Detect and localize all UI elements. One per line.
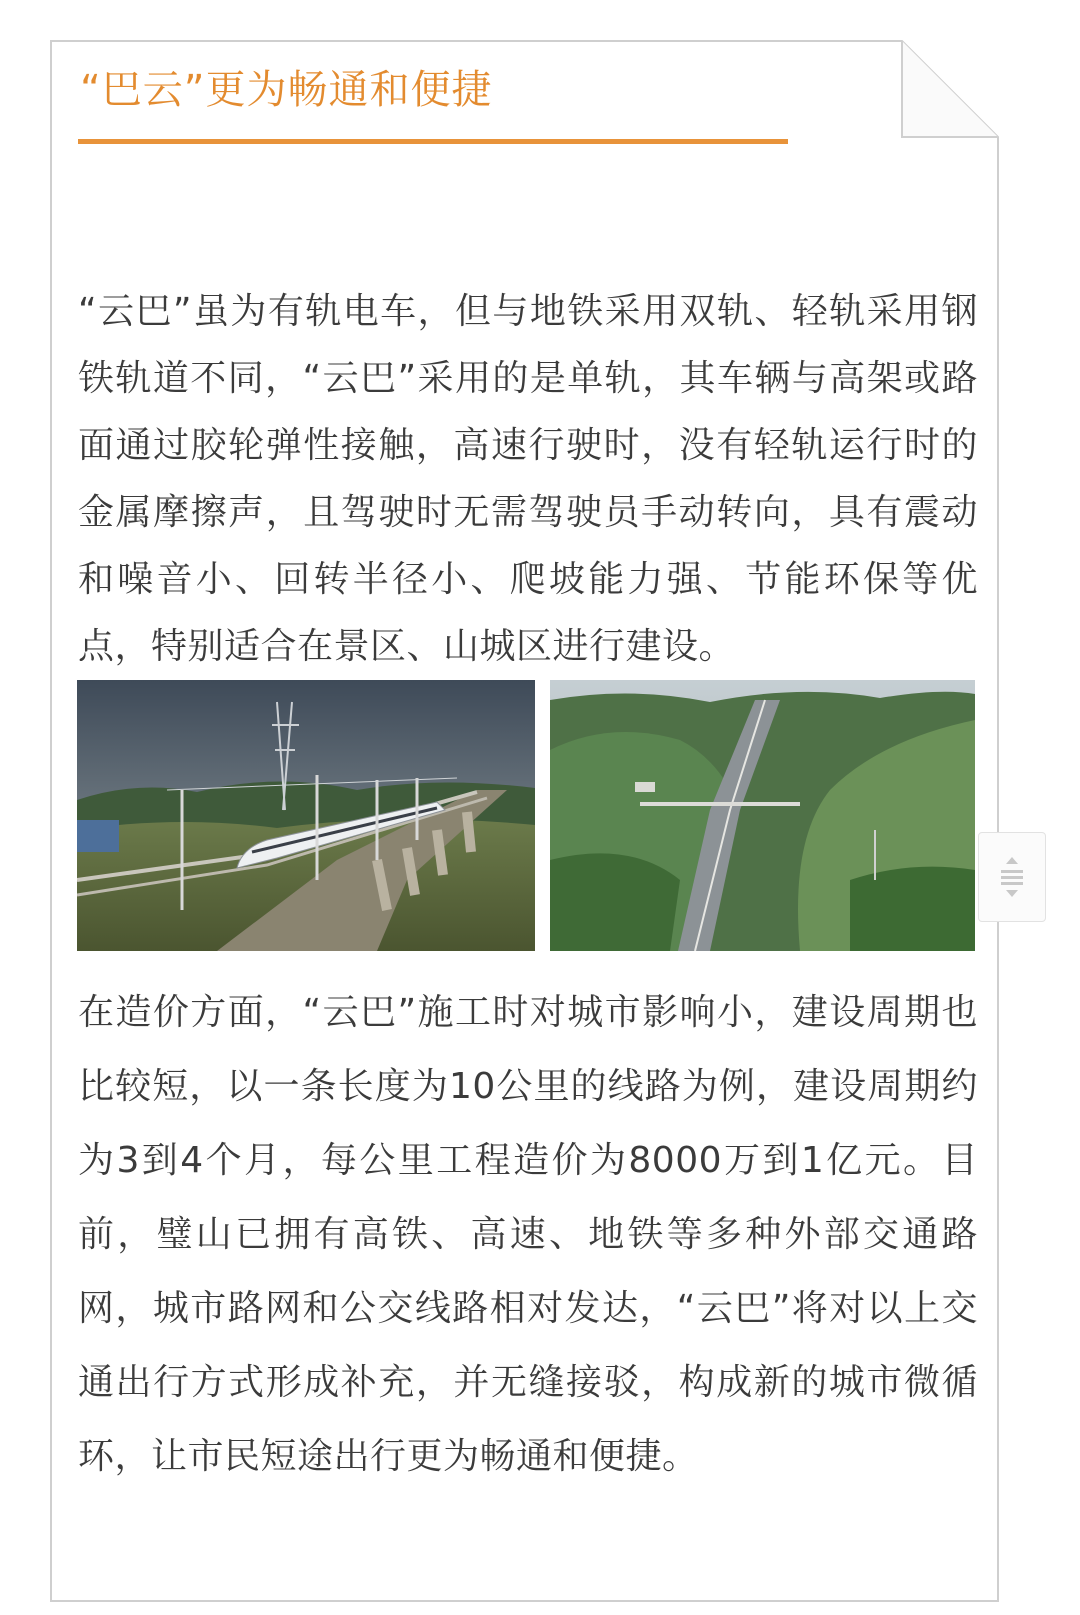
article-card <box>50 40 1024 1602</box>
paragraph-cost: 在造价方面，“云巴”施工时对城市影响小，建设周期也比较短，以一条长度为10公里的线路为例，建设周期约为3到4个月，每公里工程造价为8000万到1亿元。目前，璧山已拥有高铁、高速、地铁等多种外部交通路网，城市路网和公交线路相对发达，“云巴”将对以上交通出行方式形成补充，并无缝接驳，构成新的城市微循环，让市民短途出行更为畅通和便捷。 <box>78 992 978 1477</box>
title-underline <box>78 139 788 144</box>
drag-handle-icon <box>999 855 1025 899</box>
side-scroll-handle[interactable] <box>978 832 1046 922</box>
paragraph-intro: “云巴”虽为有轨电车，但与地铁采用双轨、轻轨采用钢铁轨道不同，“云巴”采用的是单轨，其车辆与高架或路面通过胶轮弹性接触，高速行驶时，没有轻轨运行时的金属摩擦声，且驾驶时无需驾驶员手动转向，具有震动和噪音小、回转半径小、爬坡能力强、节能环保等优点，特别适合在景区、山城区进行建设。 <box>78 291 978 667</box>
photo-mountain-highway <box>550 680 975 951</box>
section-title: “巴云”更为畅通和便捷 <box>80 67 493 113</box>
photo-high-speed-train <box>77 680 535 951</box>
